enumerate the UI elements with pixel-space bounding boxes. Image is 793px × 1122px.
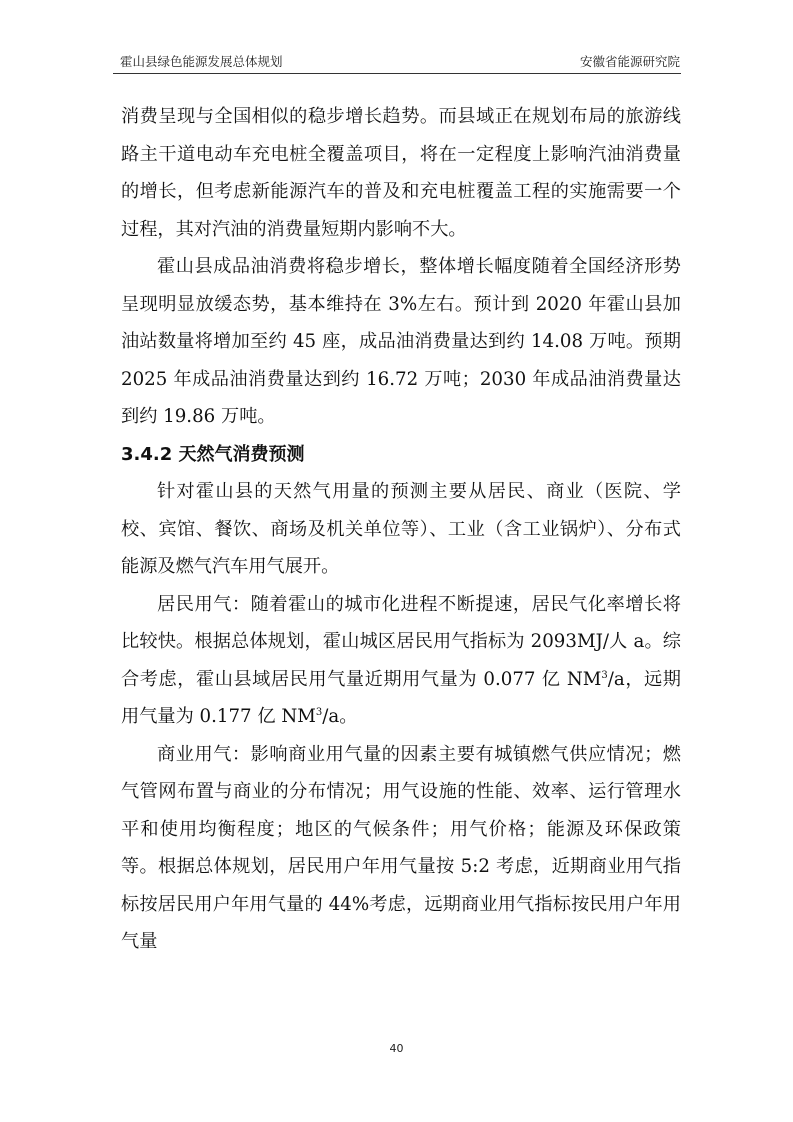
page-number: 40 (389, 1042, 404, 1055)
document-title: 霍山县绿色能源发展总体规划 (120, 54, 283, 69)
residential-text-3: /a。 (322, 706, 358, 727)
residential-text-2: /a，远期用气量为 0.177 亿 NM (121, 668, 681, 727)
paragraph-gasoline-trend: 消费呈现与全国相似的稳步增长趋势。而县域正在规划布局的旅游线路主干道电动车充电桩全覆盖项目，将在一定程度上影响汽油消费量的增长，但考虑新能源汽车的普及和充电桩覆盖工程的实施需要一个过程，其对汽油的消费量短期内影响不大。 (121, 106, 681, 240)
paragraph-gas-scope: 针对霍山县的天然气用量的预测主要从居民、商业（医院、学校、宾馆、餐饮、商场及机关单位等）、工业（含工业锅炉）、分布式能源及燃气汽车用气展开。 (121, 481, 681, 577)
page-header (120, 52, 680, 72)
paragraph-commercial-gas: 商业用气：影响商业用气量的因素主要有城镇燃气供应情况；燃气管网布置与商业的分布情况；用气设施的性能、效率、运行管理水平和使用均衡程度；地区的气候条件；用气价格；能源及环保政策等。根据总体规划，居民用户年用气量按 5:2 考虑，近期商业用气指标按居民用户年用气量的 44%考虑，远期商业用气指标按民用户年用气量 (121, 743, 681, 952)
paragraph-residential-gas (121, 586, 681, 736)
section-heading: 3.4.2 天然气消费预测 (121, 443, 305, 465)
organization-name: 安徽省能源研究院 (579, 54, 680, 69)
header-divider (113, 73, 681, 74)
superscript-cubed: 3 (315, 706, 323, 718)
superscript-cubed: 3 (601, 669, 608, 681)
paragraph-oil-forecast: 霍山县成品油消费将稳步增长，整体增长幅度随着全国经济形势呈现明显放缓态势，基本维持在 3%左右。预计到 2020 年霍山县加油站数量将增加至约 45 座，成品油消费量达到约 14.08 万吨。预期 2025 年成品油消费量达到约 16.72 万吨；2030 年成品油消费量达到约 19.86 万吨。 (121, 256, 681, 427)
page-body (121, 98, 681, 961)
residential-text-1: 居民用气：随着霍山的城市化进程不断提速，居民气化率增长将比较快。根据总体规划，霍山城区居民用气指标为 2093MJ/人 a。综合考虑，霍山县域居民用气量近期用气量为 0.077 亿 NM (121, 593, 681, 690)
